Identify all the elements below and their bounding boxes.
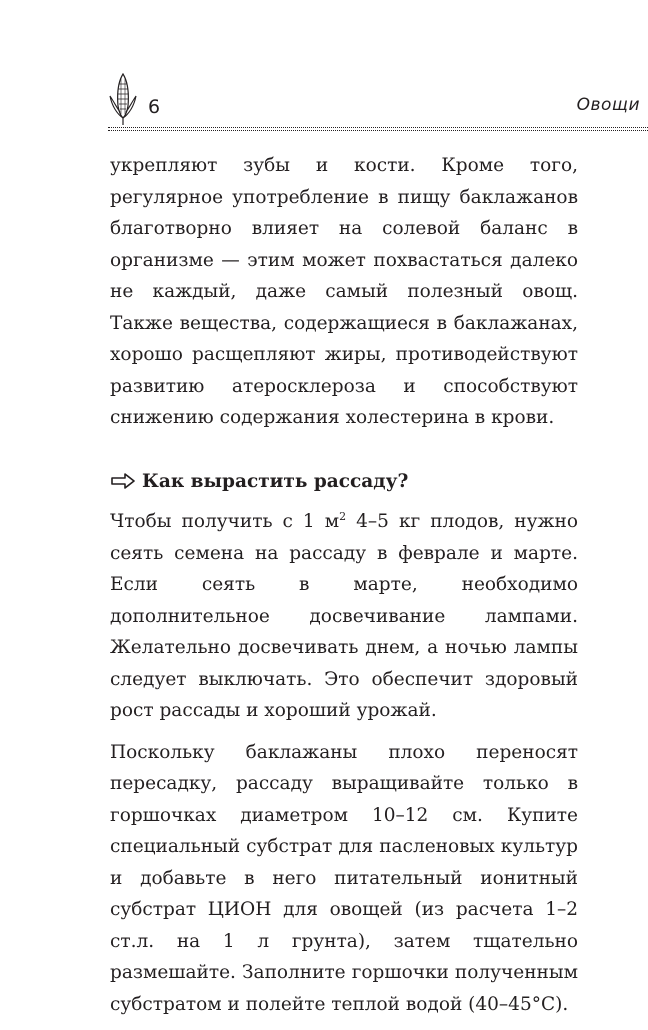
paragraph-2 (110, 506, 578, 727)
section-heading-text: Как вырастить рассаду? (142, 470, 409, 492)
corn-icon (108, 70, 138, 126)
paragraph-2-start: Чтобы получить с 1 м (110, 511, 340, 532)
paragraph-2-rest: 4–5 кг плодов, нужно сеять семена на рассаду в феврале и марте. Если сеять в марте, необходимо дополнительное досвечивание лампами. Желательно досвечивать днем, а ночью лампы следует выключать. Это обеспечит здоровый рост рассады и хороший урожай. (110, 511, 578, 721)
square-superscript: 2 (339, 509, 347, 523)
page-body (110, 150, 578, 1030)
paragraph-3: Поскольку баклажаны плохо переносят пересадку, рассаду выращивайте только в горшочках диаметром 10–12 см. Купите специальный субстрат для пасленовых культур и добавьте в него питательный ионитный субстрат ЦИОН для овощей (из расчета 1–2 ст.л. на 1 л грунта), затем тщательно размешайте. Заполните горшочки полученным субстратом и полейте теплой водой (40–45°С). (110, 741, 578, 1015)
arrow-right-icon (110, 472, 136, 490)
paragraph-1: укрепляют зубы и кости. Кроме того, регулярное употребление в пищу баклажанов благотворно влияет на солевой баланс в организме — этим может похвастаться далеко не каждый, даже самый полезный овощ. Также вещества, содержащиеся в баклажанах, хорошо расщепляют жиры, противодействуют развитию атеросклероза и способствуют снижению содержания холестерина в крови. (110, 155, 578, 428)
section-heading (110, 466, 578, 498)
page-number: 6 (148, 96, 161, 118)
running-title: Овощи (576, 95, 640, 115)
page-header (108, 70, 648, 132)
header-rule (108, 127, 648, 131)
